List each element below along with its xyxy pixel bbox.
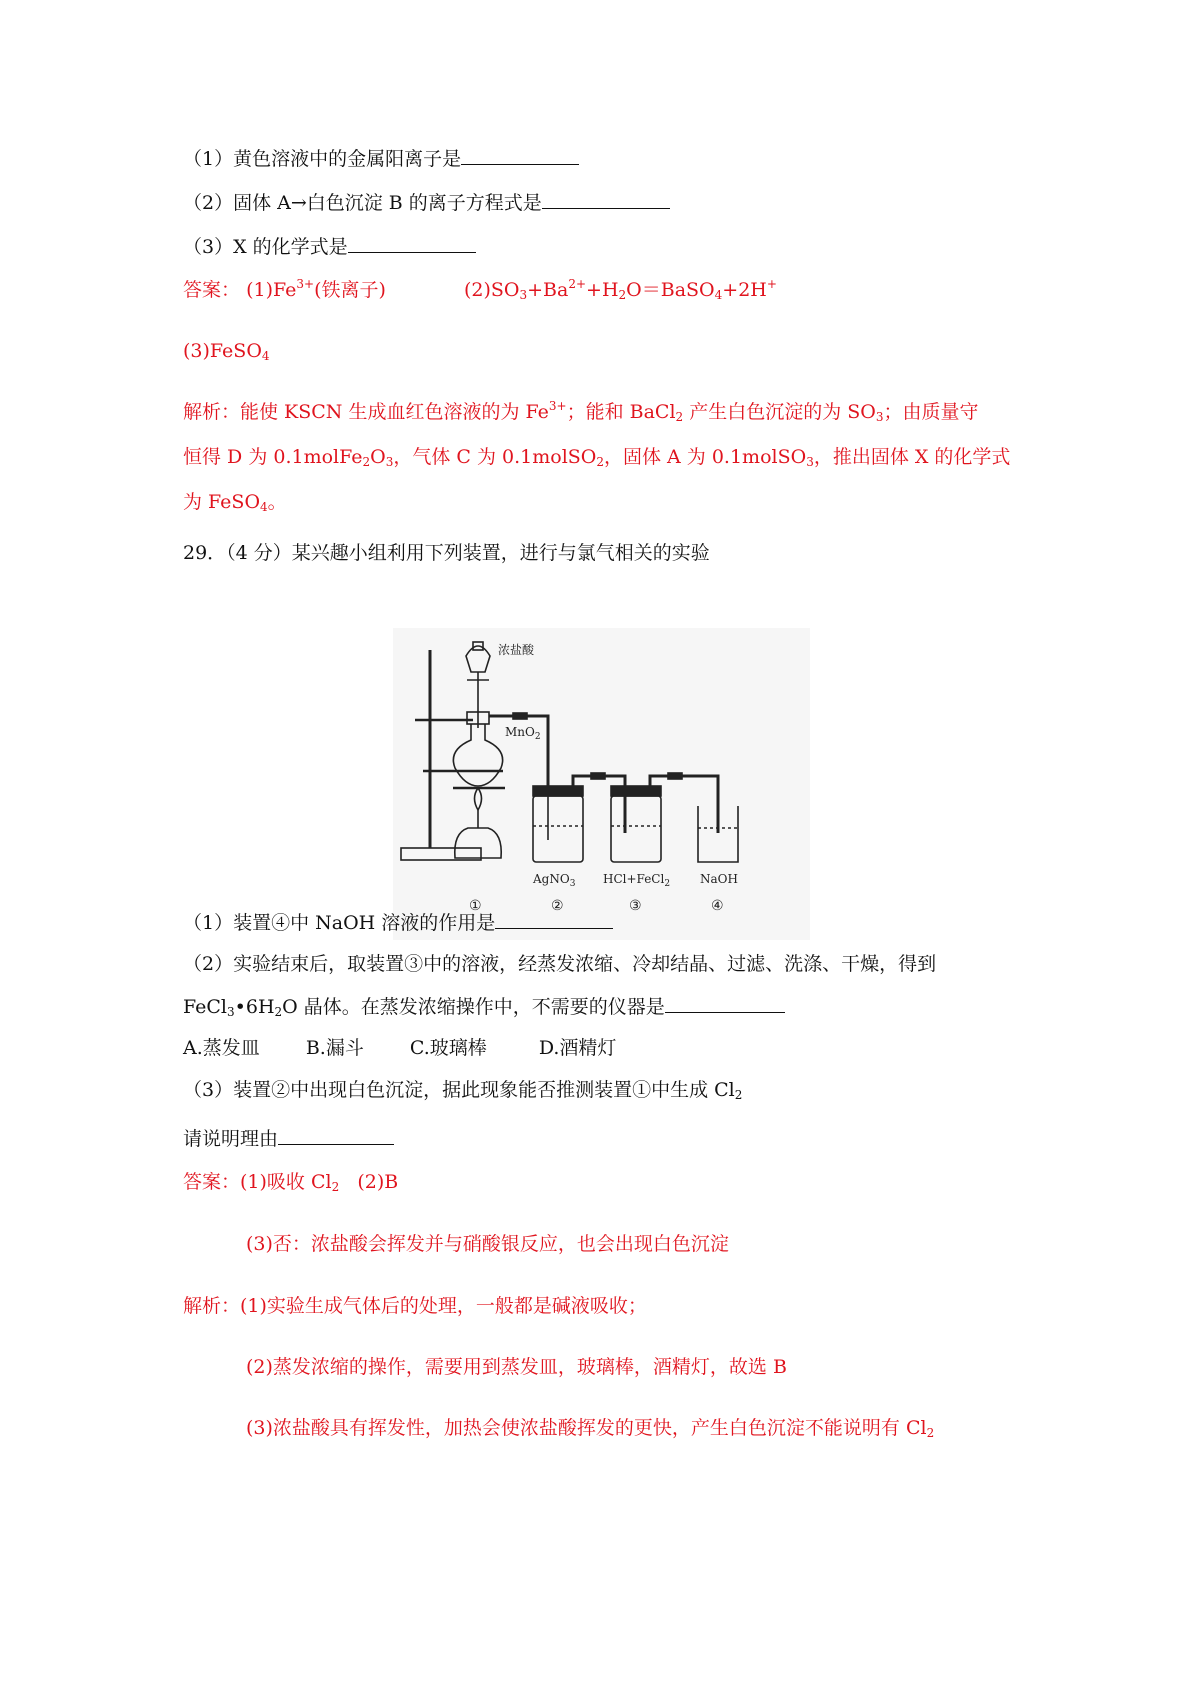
label-device-4: ④ [711, 898, 724, 914]
question-29-part-3-reason: 请说明理由 [183, 1126, 394, 1151]
label-device-1: ① [469, 898, 482, 914]
question-29-options [183, 1036, 616, 1060]
question-28-analysis-line-3: 为 FeSO$_4$。 [183, 491, 287, 514]
option-b: B.漏斗 [305, 1037, 364, 1059]
question-29-part-2b: $FeCl_3•6H_2O$ 晶体。在蒸发浓缩操作中，不需要的仪器是 [183, 994, 785, 1019]
label-device-2: ② [551, 898, 564, 914]
option-c: C.玻璃棒 [409, 1037, 487, 1059]
question-29-answer-line-1: 答案：(1)吸收 $Cl_2$ (2)B [183, 1171, 399, 1194]
answer-blank [542, 190, 670, 209]
gas-bottle-2 [533, 796, 583, 862]
question-28-answer-3: (3)FeSO$_4$ [183, 340, 270, 363]
answer-blank [495, 910, 613, 929]
flame-icon [475, 788, 482, 810]
gas-bottle-3 [611, 796, 661, 862]
answer-blank [461, 146, 579, 165]
alcohol-lamp [455, 828, 501, 858]
question-28-part-1: （1）黄色溶液中的金属阳离子是 [183, 146, 579, 171]
label-conc-hcl: 浓盐酸 [498, 643, 535, 657]
option-d: D.酒精灯 [538, 1037, 617, 1059]
question-28-answer: 答案： $(1)Fe^{3+}$(铁离子) $(2)SO_3+Ba^{2+}+H_2O=BaSO_4+2H^+$ [183, 277, 777, 302]
bottle-3-stopper [611, 786, 661, 796]
delivery-tube-2 [573, 776, 625, 833]
question-28-part-3: （3）X 的化学式是 [183, 234, 476, 259]
question-28-part-2: （2）固体 A→白色沉淀 B 的离子方程式是 [183, 190, 670, 215]
apparatus-diagram [393, 628, 810, 940]
label-naoh: NaOH [700, 872, 738, 886]
question-29-part-1: （1）装置④中 NaOH 溶液的作用是 [183, 910, 613, 935]
question-29-answer-line-2: (3)否：浓盐酸会挥发并与硝酸银反应，也会出现白色沉淀 [246, 1233, 729, 1255]
option-a: A.蒸发皿 [183, 1037, 260, 1059]
label-agno3: AgNO$_3$ [533, 872, 576, 889]
answer-blank [665, 994, 785, 1013]
label-mno2: MnO$_2$ [505, 725, 541, 742]
question-29-part-2a: （2）实验结束后，取装置③中的溶液，经蒸发浓缩、冷却结晶、过滤、洗涤、干燥，得到 [183, 953, 937, 975]
answer-blank [348, 234, 476, 253]
apparatus-svg [393, 628, 810, 940]
question-29-analysis-line-1: 解析：(1)实验生成气体后的处理，一般都是碱液吸收； [183, 1295, 647, 1317]
question-29-part-3: （3）装置②中出现白色沉淀，据此现象能否推测装置①中生成 $Cl_2$ [183, 1079, 743, 1102]
round-bottom-flask [453, 724, 502, 786]
bottle-2-stopper [533, 786, 583, 796]
question-28-analysis-line-2: 恒得 D 为 $0.1molFe_2O_3$，气体 C 为 0.1molSO$_2$，固体 A 为 0.1molSO$_3$，推出固体 X 的化学式 [183, 446, 1011, 469]
question-29-analysis-line-2: (2)蒸发浓缩的操作，需要用到蒸发皿，玻璃棒，酒精灯，故选 B [246, 1356, 787, 1378]
question-28-analysis-line-1: 解析：能使 KSCN 生成血红色溶液的为 $Fe^{3+}$；能和 BaCl$_2$ 产生白色沉淀的为 $SO_3$；由质量守 [183, 399, 979, 424]
question-29-title: 29．（4 分）某兴趣小组利用下列装置，进行与氯气相关的实验 [183, 542, 710, 564]
label-device-3: ③ [629, 898, 642, 914]
answer-blank [278, 1126, 394, 1145]
question-29-analysis-line-3: (3)浓盐酸具有挥发性，加热会使浓盐酸挥发的更快，产生白色沉淀不能说明有 $Cl_2$ [246, 1417, 935, 1440]
label-hcl-fecl2: HCl+FeCl$_2$ [603, 872, 671, 889]
